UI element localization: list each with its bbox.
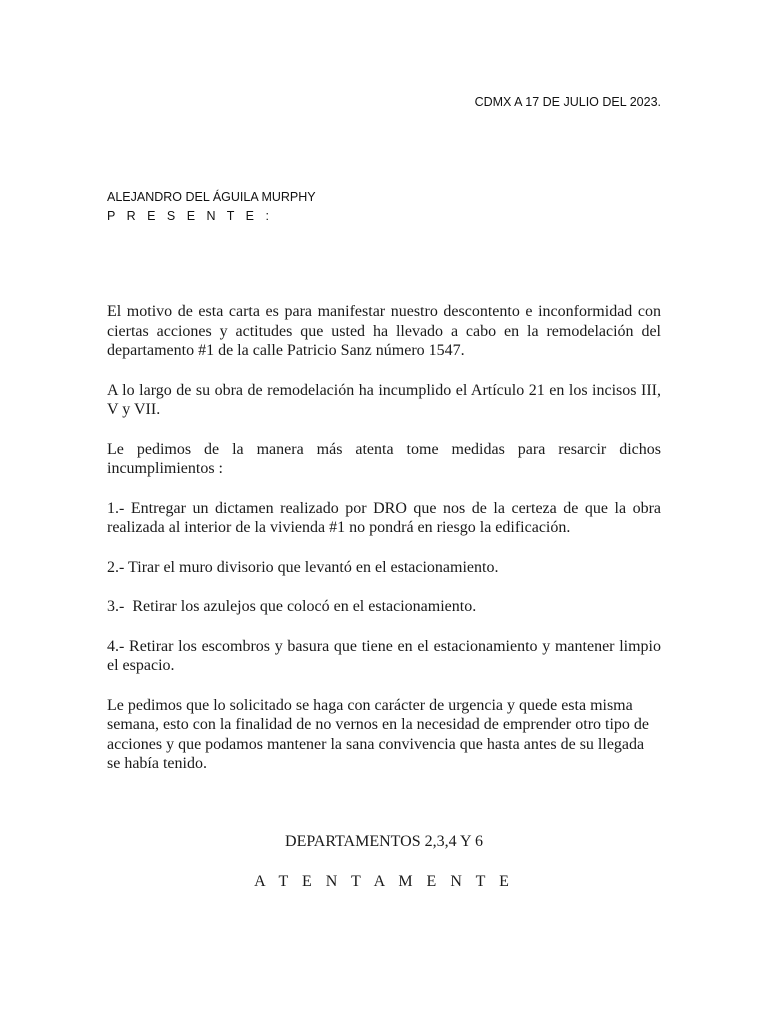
list-item-2: 2.- Tirar el muro divisorio que levantó en el estacionamiento. (107, 558, 499, 576)
paragraph-intro: El motivo de esta carta es para manifestar nuestro descontento e inconformidad con ciertas acciones y actitudes que usted ha llevado a cabo en la remodelación del departamento #1 de la calle Patricio Sanz número 1547. (107, 303, 661, 359)
signature-group: DEPARTAMENTOS 2,3,4 Y 6 (285, 833, 483, 850)
list-item-4: 4.- Retirar los escombros y basura que tiene en el estacionamiento y mantener limpio el espacio. (107, 637, 661, 674)
date-line: CDMX A 17 DE JULIO DEL 2023. (474, 95, 661, 109)
list-item-3: 3.- Retirar los azulejos que colocó en el estacionamiento. (107, 598, 477, 615)
letter-body (107, 302, 661, 794)
paragraph-article: A lo largo de su obra de remodelación ha incumplido el Artículo 21 en los incisos III, V y VII. (107, 381, 661, 418)
list-item-1: 1.- Entregar un dictamen realizado por DRO que nos de la certeza de que la obra realizada al interior de la vivienda #1 no pondrá en riesgo la edificación. (107, 499, 661, 536)
addressee-name: ALEJANDRO DEL ÁGUILA MURPHY (107, 190, 316, 204)
paragraph-urgency: Le pedimos que lo solicitado se haga con carácter de urgencia y quede esta misma semana, esto con la finalidad de no vernos en la necesidad de emprender otro tipo de acciones y que podamos mantener la sana convivencia que hasta antes de su llegada se había tenido. (107, 696, 650, 772)
paragraph-request: Le pedimos de la manera más atenta tome medidas para resarcir dichos incumplimientos : (107, 440, 661, 477)
addressee-block (107, 188, 316, 226)
closing-atentamente: A T E N T A M E N T E (254, 873, 514, 890)
presente-label: P R E S E N T E : (107, 209, 273, 223)
